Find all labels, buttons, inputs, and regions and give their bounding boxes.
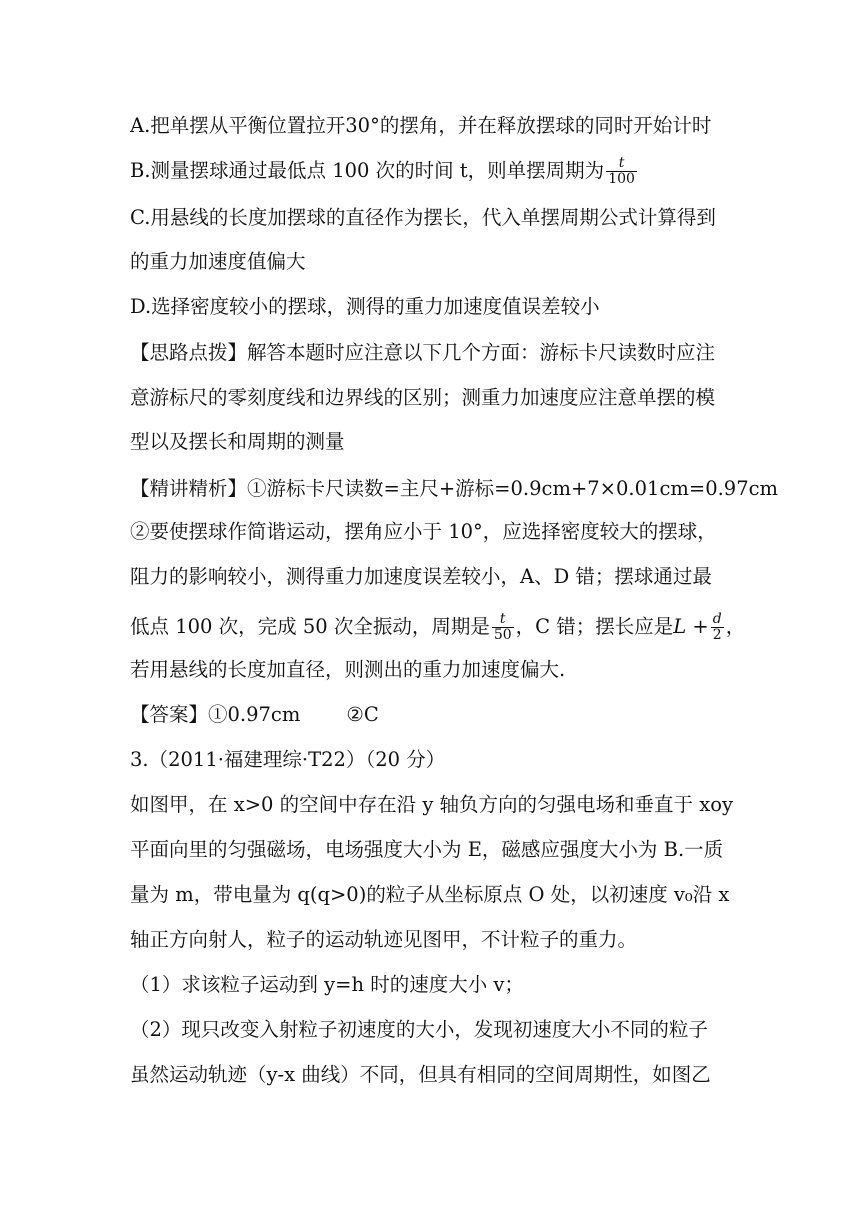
sub-question-2-text-cont: 虽然运动轨迹（y-x 曲线）不同，但具有相同的空间周期性，如图乙 xyxy=(130,1063,711,1086)
analysis-line5 xyxy=(130,658,565,682)
analysis-text-3: 阻力的影响较小，测得重力加速度误差较小，A、D 错；摆球通过最 xyxy=(130,565,712,588)
question-3-title: 3.（2011·福建理综·T22）（20 分） xyxy=(130,748,446,771)
question-text-4: 轴正方向射人，粒子的运动轨迹见图甲，不计粒子的重力。 xyxy=(130,928,638,951)
analysis-line2 xyxy=(130,520,717,544)
hint-line1 xyxy=(130,341,715,365)
sub-question-1 xyxy=(130,973,524,997)
fraction-denominator: 100 xyxy=(608,171,635,187)
fraction-t-over-50 xyxy=(492,612,514,643)
analysis-text: 【精讲精析】①游标卡尺读数=主尺+游标=0.9cm+7×0.01cm=0.97cm xyxy=(130,477,779,500)
answer-line xyxy=(130,703,379,727)
hint-line3 xyxy=(130,430,345,454)
answer-part1: 【答案】①0.97cm xyxy=(130,703,301,726)
fraction-denominator: 2 xyxy=(712,627,722,643)
hint-text-end: 型以及摆长和周期的测量 xyxy=(130,430,345,453)
analysis-text-4c: ， xyxy=(725,615,746,638)
option-c-text: C.用悬线的长度加摆球的直径作为摆长，代入单摆周期公式计算得到 xyxy=(130,206,716,229)
question-body-line3 xyxy=(130,883,729,907)
analysis-text-4b: ，C 错；摆长应是 xyxy=(515,615,674,638)
answer-part2: ②C xyxy=(346,703,379,726)
formula-l-plus: L + xyxy=(673,615,709,638)
option-c-line2 xyxy=(130,250,306,274)
option-b-text: B.测量摆球通过最低点 100 次的时间 t，则单摆周期为 xyxy=(130,159,605,182)
sub-question-2-line2 xyxy=(130,1063,711,1087)
hint-line2 xyxy=(130,386,715,410)
option-a xyxy=(130,114,711,138)
option-c-line1 xyxy=(130,206,716,230)
sub-question-1-text: （1）求该粒子运动到 y=h 时的速度大小 v； xyxy=(130,973,524,996)
question-body-line2 xyxy=(130,838,723,862)
analysis-line3 xyxy=(130,565,712,589)
analysis-text-2: ②要使摆球作简谐运动，摆角应小于 10°，应选择密度较大的摆球， xyxy=(130,520,717,543)
analysis-text-5: 若用悬线的长度加直径，则测出的重力加速度偏大. xyxy=(130,658,566,681)
fraction-t-over-100 xyxy=(606,156,637,187)
sub-question-2-line1 xyxy=(130,1018,708,1042)
question-body-line4 xyxy=(130,928,637,952)
option-b xyxy=(130,156,639,187)
fraction-numerator: t xyxy=(492,612,514,628)
question-body-line1 xyxy=(130,793,733,817)
fraction-numerator: t xyxy=(606,156,637,172)
fraction-numerator: d xyxy=(712,611,722,627)
option-a-text: A.把单摆从平衡位置拉开30°的摆角，并在释放摆球的同时开始计时 xyxy=(130,114,712,137)
question-text-3: 量为 m，带电量为 q(q>0)的粒子从坐标原点 O 处，以初速度 v₀沿 x xyxy=(130,883,730,906)
analysis-line1 xyxy=(130,477,778,501)
option-d xyxy=(130,295,600,319)
fraction-denominator: 50 xyxy=(493,627,512,643)
question-text-2: 平面向里的匀强磁场，电场强度大小为 E，磁感应强度大小为 B.一质 xyxy=(130,838,724,861)
fraction-d-over-2 xyxy=(711,612,724,643)
option-c-text-cont: 的重力加速度值偏大 xyxy=(130,250,306,273)
analysis-text-4a: 低点 100 次，完成 50 次全振动，周期是 xyxy=(130,615,490,638)
analysis-line4 xyxy=(130,612,745,643)
sub-question-2-text: （2）现只改变入射粒子初速度的大小，发现初速度大小不同的粒子 xyxy=(130,1018,708,1041)
hint-text: 【思路点拨】解答本题时应注意以下几个方面：游标卡尺读数时应注 xyxy=(130,341,716,364)
hint-text-cont: 意游标尺的零刻度线和边界线的区别；测重力加速度应注意单摆的模 xyxy=(130,386,716,409)
question-3-header xyxy=(130,748,445,772)
question-text-1: 如图甲，在 x>0 的空间中存在沿 y 轴负方向的匀强电场和垂直于 xoy xyxy=(130,793,734,816)
option-d-text: D.选择密度较小的摆球，测得的重力加速度值误差较小 xyxy=(130,295,600,318)
